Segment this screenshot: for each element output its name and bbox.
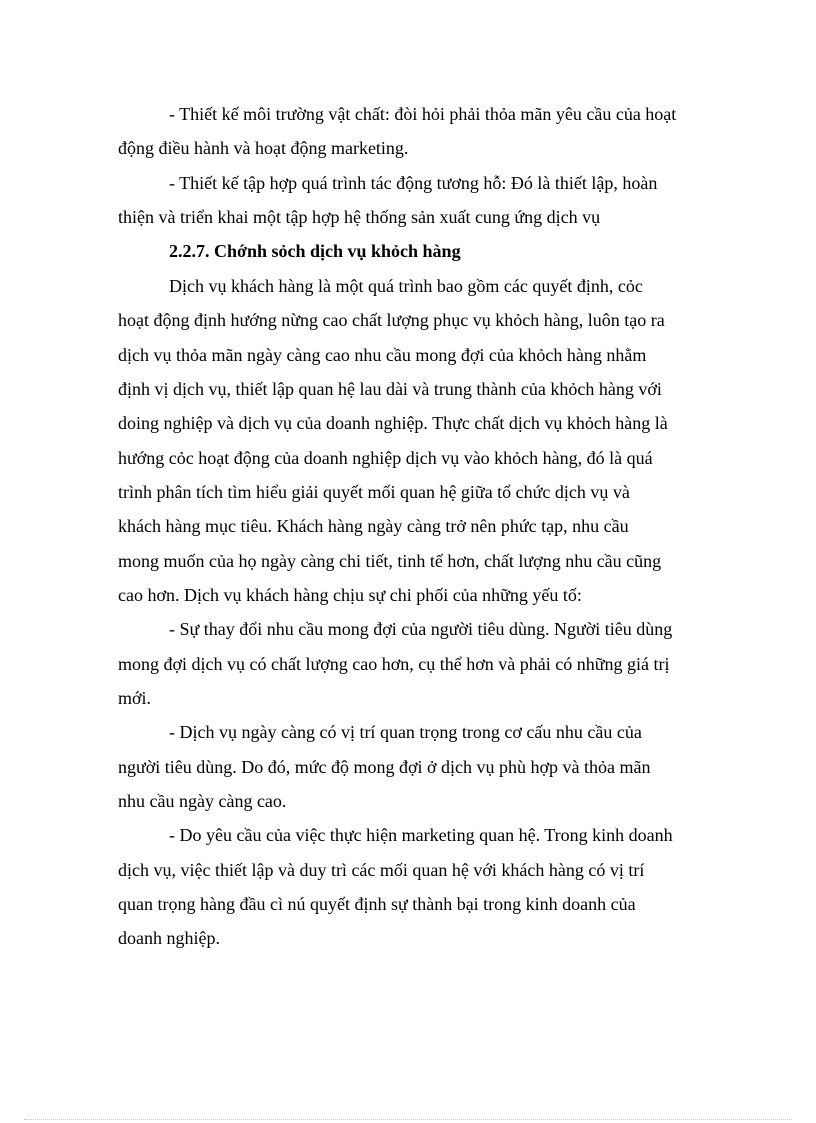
bullet-consumer-expectations: - Sự thay đổi nhu cầu mong đợi của người tiêu dùng. Người tiêu dùng	[169, 619, 673, 639]
text-line	[0, 166, 816, 200]
text-line	[0, 578, 816, 612]
text-line-content: người tiêu dùng. Do đó, mức độ mong đợi ở dịch vụ phù hợp và thỏa mãn	[118, 757, 651, 777]
text-line	[0, 853, 816, 887]
text-line	[0, 509, 816, 543]
text-line-content: dịch vụ thỏa mãn ngày càng cao nhu cầu mong đợi của khỏch hàng nhằm	[118, 345, 647, 365]
text-line-content: trình phân tích tìm hiểu giải quyết mối quan hệ giữa tổ chức dịch vụ và	[118, 482, 630, 502]
text-line-content: nhu cầu ngày càng cao.	[118, 791, 287, 811]
text-line	[0, 303, 816, 337]
text-line	[0, 784, 816, 818]
text-line	[0, 338, 816, 372]
text-line-content: dịch vụ, việc thiết lập và duy trì các mối quan hệ với khách hàng có vị trí	[118, 860, 645, 880]
page-bottom-divider	[24, 1119, 792, 1120]
text-line	[0, 269, 816, 303]
text-line	[0, 131, 816, 165]
text-line	[0, 406, 816, 440]
text-line	[0, 887, 816, 921]
text-line	[0, 818, 816, 852]
text-line	[0, 475, 816, 509]
text-line-content: hoạt động định hướng nừng cao chất lượng phục vụ khỏch hàng, luôn tạo ra	[118, 310, 665, 330]
text-line	[0, 681, 816, 715]
text-line-content: mong muốn của họ ngày càng chi tiết, tinh tế hơn, chất lượng nhu cầu cũng	[118, 551, 662, 571]
text-line	[0, 544, 816, 578]
text-line	[0, 750, 816, 784]
text-line-content: thiện và triển khai một tập hợp hệ thống sản xuất cung ứng dịch vụ	[118, 207, 601, 227]
section-heading-line	[0, 234, 816, 268]
text-line	[0, 200, 816, 234]
text-line-content: động điều hành và hoạt động marketing.	[118, 138, 409, 158]
paragraph-start: Dịch vụ khách hàng là một quá trình bao gồm các quyết định, cỏc	[169, 276, 643, 296]
text-line-content: khách hàng mục tiêu. Khách hàng ngày càng trở nên phức tạp, nhu cầu	[118, 516, 629, 536]
text-line-content: mong đợi dịch vụ có chất lượng cao hơn, cụ thể hơn và phải có những giá trị	[118, 654, 670, 674]
text-line	[0, 372, 816, 406]
text-line-content: cao hơn. Dịch vụ khách hàng chịu sự chi phối của những yếu tố:	[118, 585, 582, 605]
section-heading: 2.2.7. Chớnh sỏch dịch vụ khỏch hàng	[169, 241, 461, 261]
bullet-relationship-marketing: - Do yêu cầu của việc thực hiện marketing quan hệ. Trong kinh doanh	[169, 825, 673, 845]
text-line	[0, 97, 816, 131]
text-line	[0, 715, 816, 749]
text-line	[0, 647, 816, 681]
bullet-physical-environment: - Thiết kế môi trường vật chất: đòi hỏi phải thỏa mãn yêu cầu của hoạt	[169, 104, 677, 124]
text-line-content: mới.	[118, 688, 152, 708]
text-line	[0, 921, 816, 955]
text-line-content: định vị dịch vụ, thiết lập quan hệ lau dài và trung thành của khỏch hàng với	[118, 379, 662, 399]
text-line-content: doanh nghiệp.	[118, 928, 220, 948]
text-line	[0, 612, 816, 646]
text-line-content: quan trọng hàng đầu cì nú quyết định sự thành bại trong kinh doanh của	[118, 894, 636, 914]
text-line-content: doing nghiệp và dịch vụ của doanh nghiệp. Thực chất dịch vụ khỏch hàng là	[118, 413, 668, 433]
text-line-content: hướng cỏc hoạt động của doanh nghiệp dịch vụ vào khỏch hàng, đó là quá	[118, 448, 653, 468]
text-line	[0, 441, 816, 475]
bullet-service-importance: - Dịch vụ ngày càng có vị trí quan trọng trong cơ cấu nhu cầu của	[169, 722, 642, 742]
bullet-interaction-process: - Thiết kế tập hợp quá trình tác động tương hỗ: Đó là thiết lập, hoàn	[169, 173, 658, 193]
